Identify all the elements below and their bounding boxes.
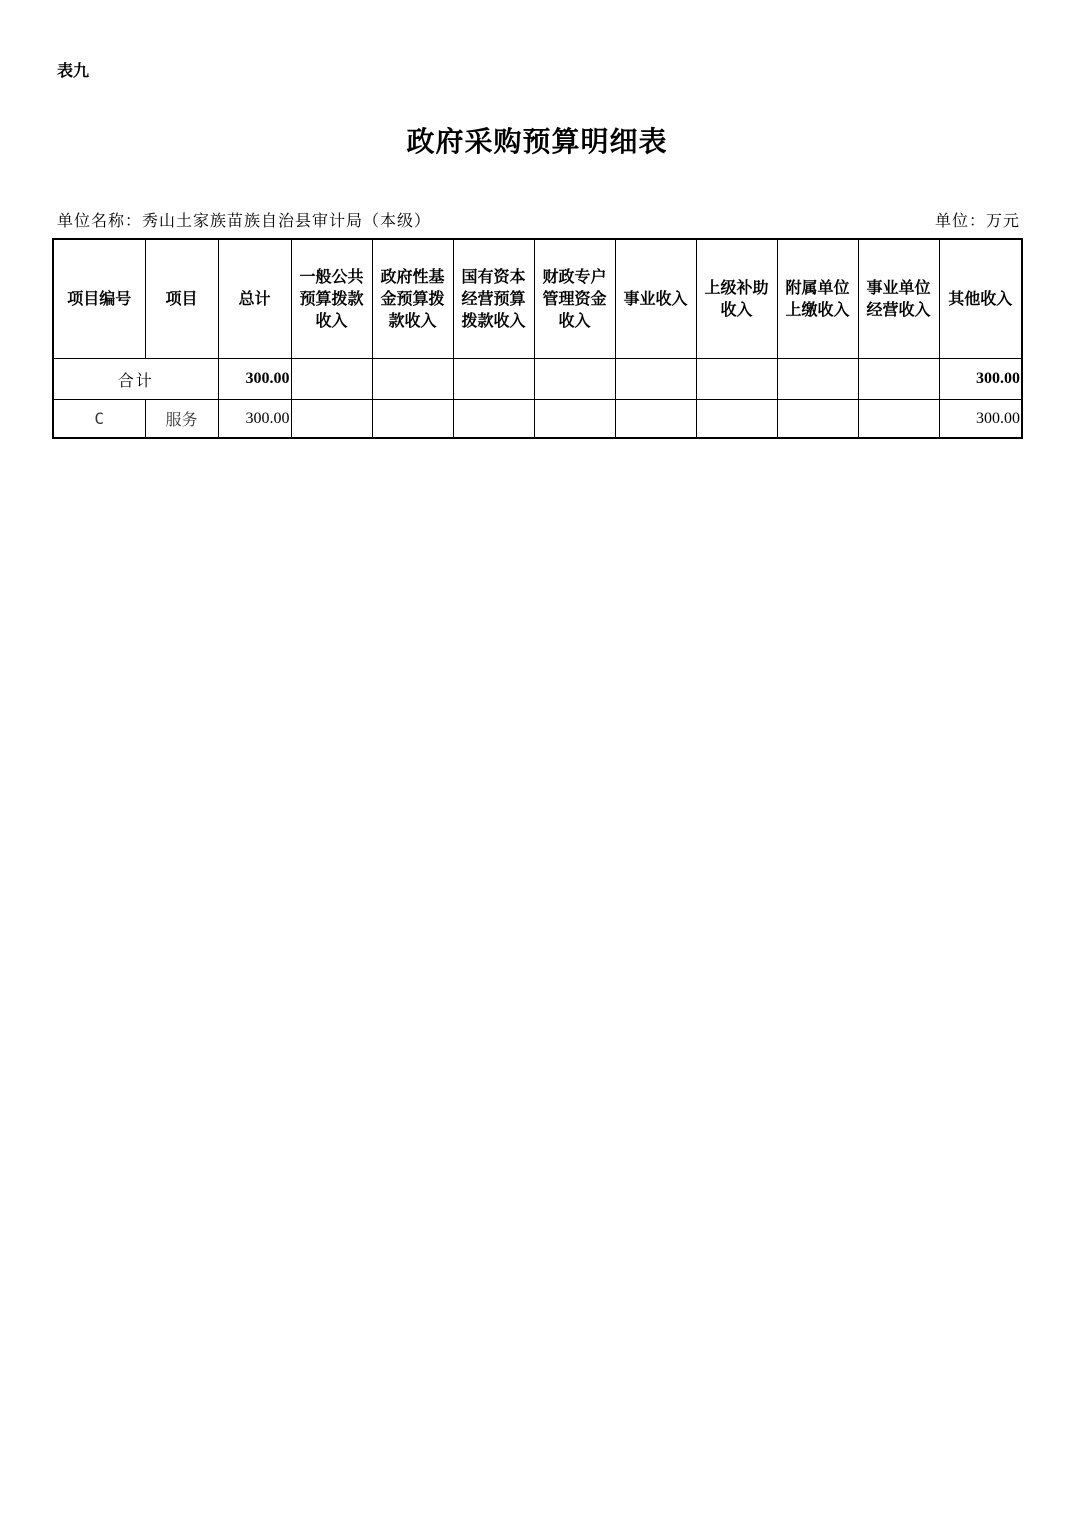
row-business-operation-cell — [858, 400, 939, 439]
column-header-line: 收入 — [558, 311, 591, 330]
column-header-line: 项目编号 — [67, 289, 132, 308]
row-gov-fund-cell — [372, 400, 453, 439]
column-header-other-income — [939, 239, 1022, 359]
column-header-line: 事业收入 — [623, 289, 688, 308]
total-label: 合计 — [53, 359, 218, 400]
column-header-line: 一般公共 — [299, 267, 364, 286]
row-total-cell: 300.00 — [218, 400, 291, 439]
column-header-line: 拨款收入 — [461, 311, 526, 330]
column-header-line: 事业单位 — [866, 278, 931, 297]
total-total-cell: 300.00 — [218, 359, 291, 400]
column-header-fiscal-special — [534, 239, 615, 359]
column-header-state-capital — [453, 239, 534, 359]
row-superior-subsidy-cell — [696, 400, 777, 439]
column-header-business-income — [615, 239, 696, 359]
column-header-business-operation — [858, 239, 939, 359]
column-header-line: 项目 — [165, 289, 198, 308]
table-number: 表九 — [57, 61, 90, 80]
total-gov-fund-cell — [372, 359, 453, 400]
column-header-superior-subsidy — [696, 239, 777, 359]
total-business-operation-cell — [858, 359, 939, 400]
procurement-budget-table — [52, 238, 1023, 439]
column-header-line: 国有资本 — [461, 267, 526, 286]
column-header-line: 管理资金 — [542, 289, 607, 308]
total-affiliated-payment-cell — [777, 359, 858, 400]
row-general-public-cell — [291, 400, 372, 439]
total-superior-subsidy-cell — [696, 359, 777, 400]
column-header-line: 经营收入 — [866, 300, 931, 319]
total-row — [53, 359, 1022, 400]
column-header-line: 政府性基 — [380, 267, 445, 286]
row-business-income-cell — [615, 400, 696, 439]
column-header-line: 总计 — [238, 289, 271, 308]
column-header-general-public — [291, 239, 372, 359]
column-header-total — [218, 239, 291, 359]
column-header-line: 上缴收入 — [785, 300, 850, 319]
table-row — [53, 400, 1022, 439]
row-state-capital-cell — [453, 400, 534, 439]
column-header-line: 附属单位 — [785, 278, 850, 297]
total-state-capital-cell — [453, 359, 534, 400]
total-fiscal-special-cell — [534, 359, 615, 400]
currency-unit-label: 单位：万元 — [934, 211, 1020, 230]
column-header-line: 其他收入 — [948, 289, 1013, 308]
row-fiscal-special-cell — [534, 400, 615, 439]
column-header-line: 预算拨款 — [299, 289, 364, 308]
column-header-line: 财政专户 — [542, 267, 607, 286]
row-code-cell: C — [53, 400, 145, 439]
document-title: 政府采购预算明细表 — [406, 125, 668, 158]
column-header-line: 经营预算 — [461, 289, 526, 308]
row-other-income-cell: 300.00 — [939, 400, 1022, 439]
column-header-affiliated-payment — [777, 239, 858, 359]
column-header-line: 款收入 — [388, 311, 437, 330]
header-row — [53, 239, 1022, 359]
unit-name-label: 单位名称：秀山土家族苗族自治县审计局（本级） — [57, 211, 432, 230]
column-header-gov-fund — [372, 239, 453, 359]
column-header-line: 收入 — [720, 300, 753, 319]
column-header-code — [53, 239, 145, 359]
column-header-line: 收入 — [315, 311, 348, 330]
column-header-line: 金预算拨 — [380, 289, 445, 308]
row-item-cell: 服务 — [145, 400, 218, 439]
total-business-income-cell — [615, 359, 696, 400]
total-general-public-cell — [291, 359, 372, 400]
column-header-item — [145, 239, 218, 359]
total-other-income-cell: 300.00 — [939, 359, 1022, 400]
meta-row — [57, 208, 1020, 230]
row-affiliated-payment-cell — [777, 400, 858, 439]
column-header-line: 上级补助 — [704, 278, 769, 297]
